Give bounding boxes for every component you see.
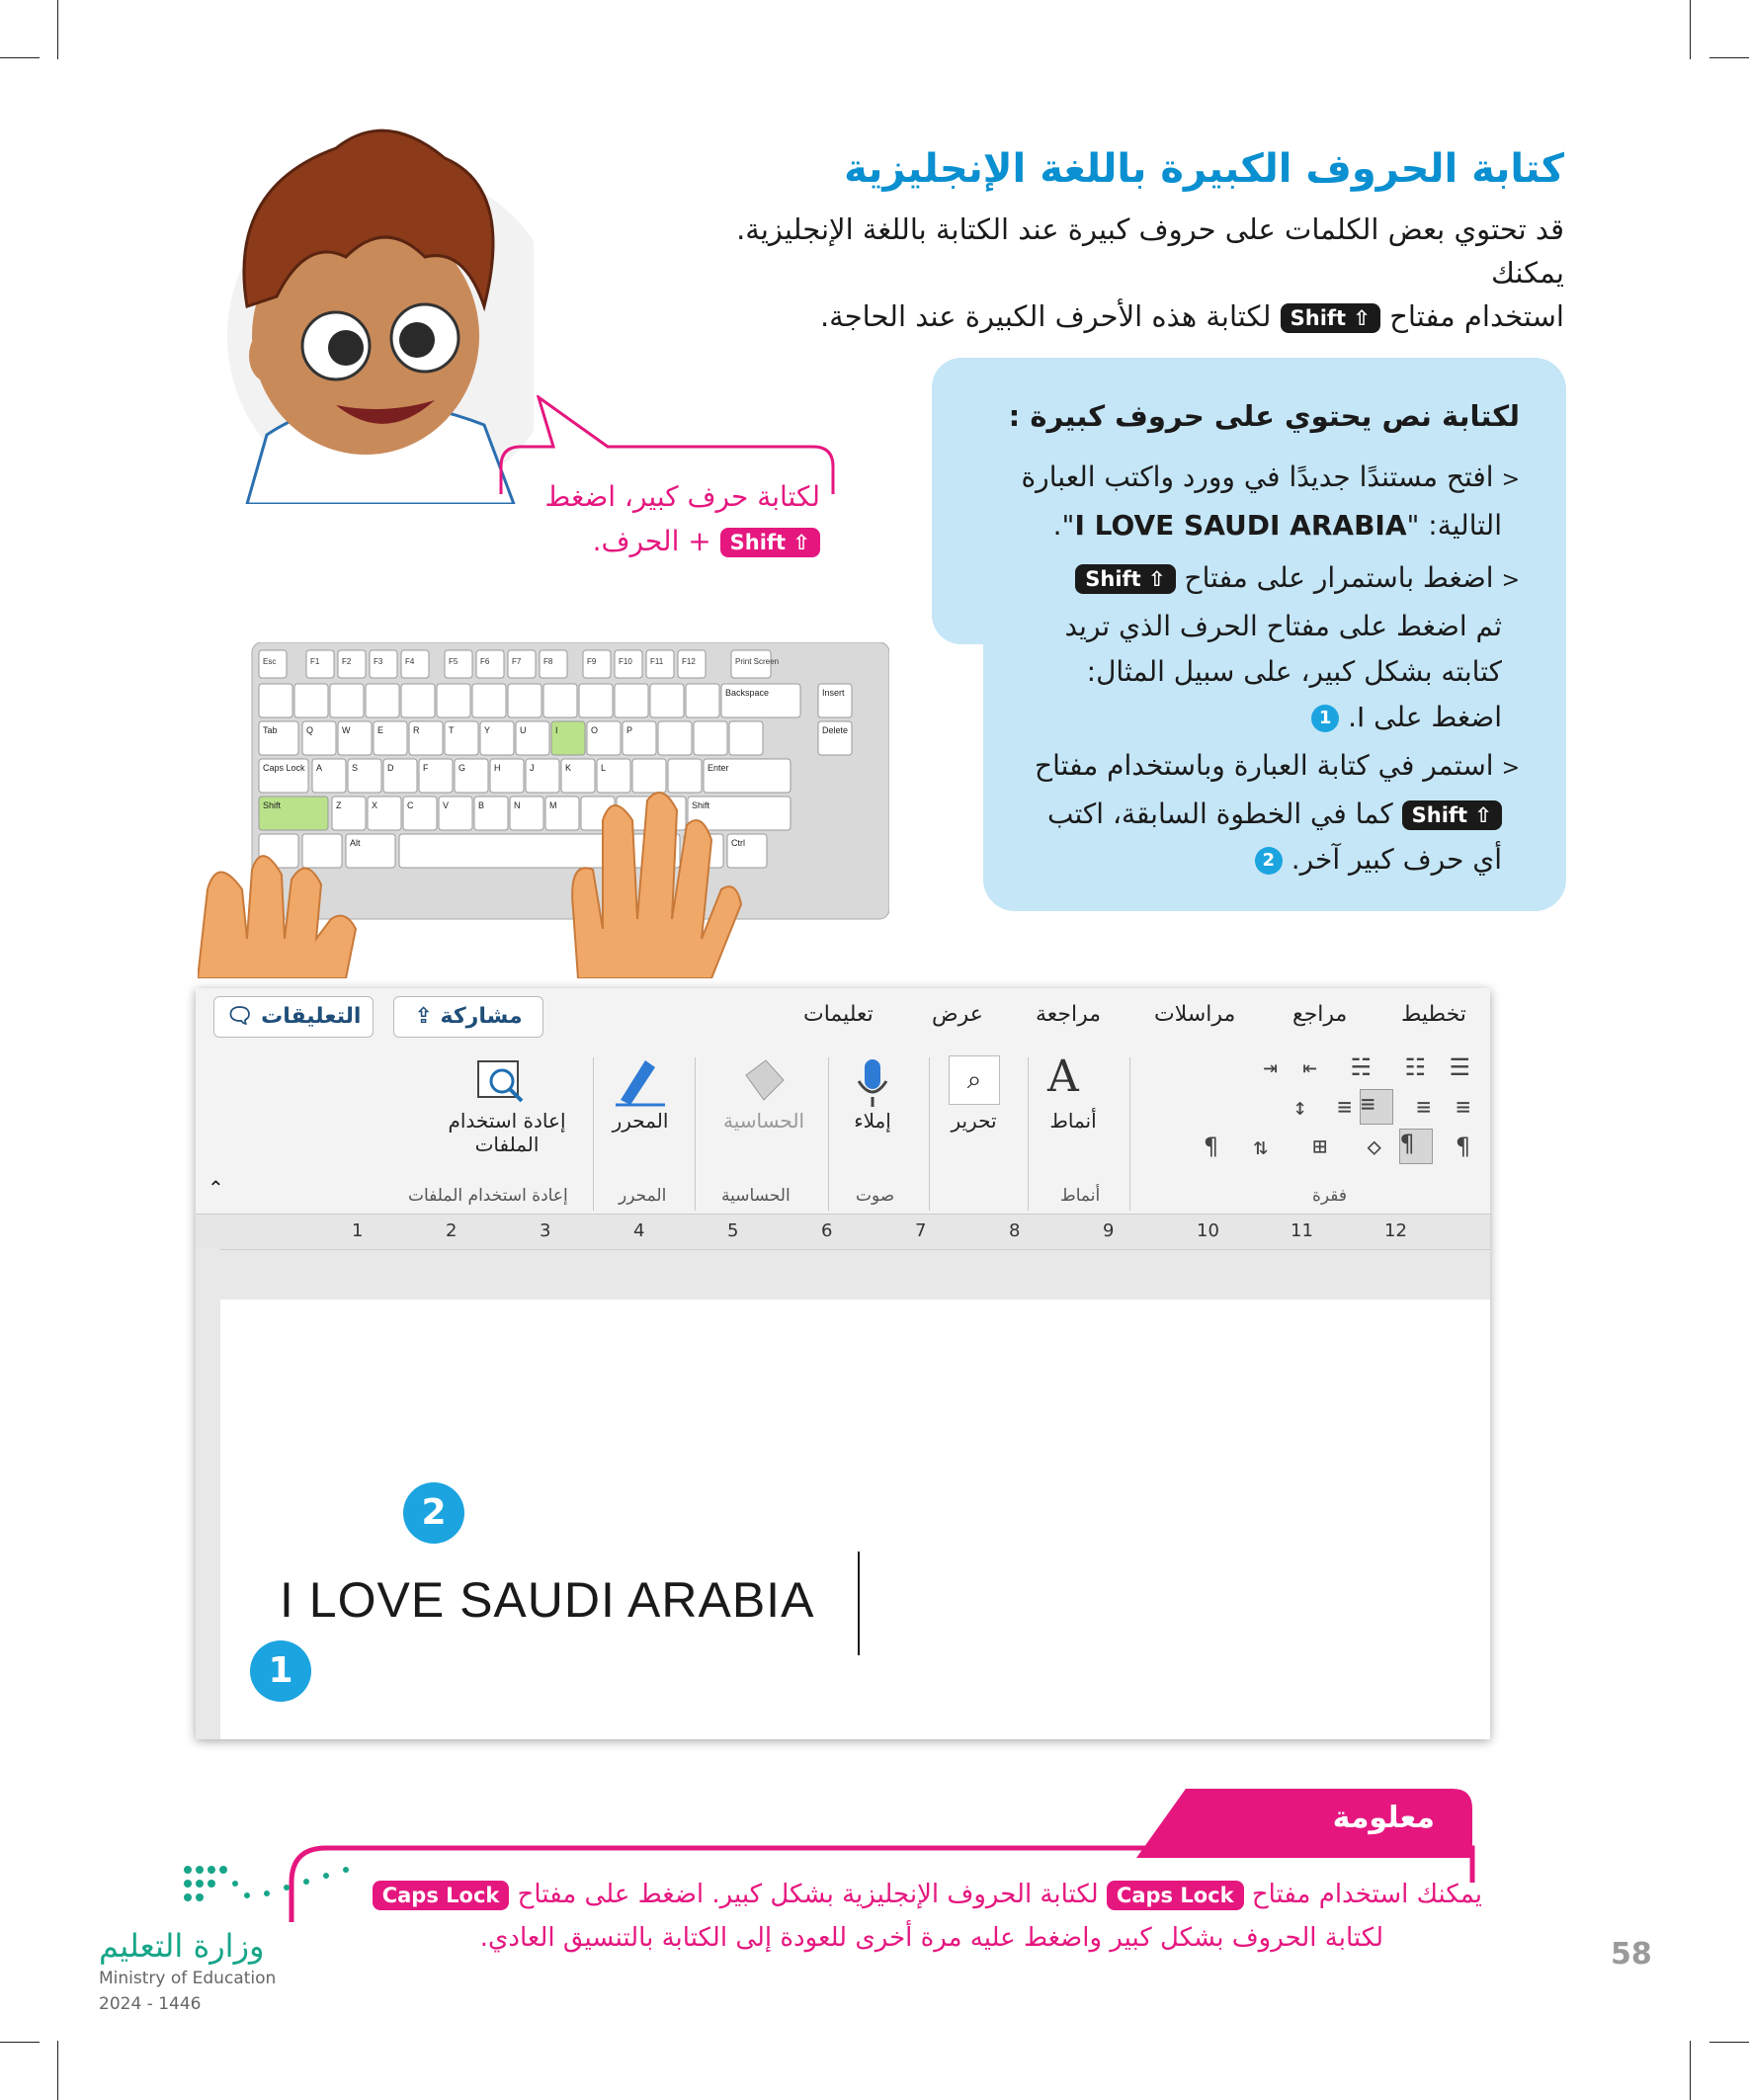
intro-paragraph xyxy=(675,208,1564,338)
key-label: Tab xyxy=(263,725,278,735)
step-text: اضغط باستمرار على مفتاح xyxy=(1184,561,1494,594)
keyboard-illustration xyxy=(198,642,889,978)
text-caret xyxy=(858,1552,860,1655)
key xyxy=(632,759,666,793)
bubble-line xyxy=(514,519,820,563)
crop-mark xyxy=(57,0,58,59)
space-key xyxy=(399,834,626,868)
ministry-name-arabic: وزارة التعليم xyxy=(99,1927,265,1965)
number-key xyxy=(366,684,399,717)
ltr-icon[interactable]: ¶ xyxy=(1399,1129,1433,1164)
ruler-number: 11 xyxy=(1291,1220,1313,1241)
increase-indent-icon[interactable]: ⇥ xyxy=(1263,1053,1278,1081)
ruler-number: 3 xyxy=(540,1220,551,1241)
fn-key-label: F7 xyxy=(512,657,522,666)
fn-key-label: F6 xyxy=(480,657,490,666)
tab-help[interactable]: تعليمات xyxy=(803,1002,874,1027)
number-key xyxy=(330,684,364,717)
info-text-part: يمكنك استخدام مفتاح xyxy=(1251,1880,1482,1909)
document-text: I LOVE SAUDI ARABIA xyxy=(280,1572,815,1628)
styles-button[interactable]: أنماط xyxy=(1049,1109,1097,1133)
number-key xyxy=(437,684,470,717)
shift-key-badge: Shift ⇧ xyxy=(1075,564,1175,594)
key xyxy=(694,721,727,755)
ruler-number: 12 xyxy=(1384,1220,1407,1241)
shift-key-badge: Shift ⇧ xyxy=(1402,800,1502,830)
fn-key-label: F5 xyxy=(449,657,458,666)
borders-icon[interactable]: ⊞ xyxy=(1312,1133,1327,1160)
crop-mark xyxy=(0,57,40,58)
crop-mark xyxy=(1709,2042,1749,2043)
group-label-styles: أنماط xyxy=(1060,1186,1101,1206)
key-label: Caps Lock xyxy=(263,763,305,773)
group-label-paragraph: فقرة xyxy=(1312,1186,1348,1206)
word-window xyxy=(196,988,1490,1739)
key-label: O xyxy=(591,725,599,735)
divider xyxy=(593,1057,594,1211)
key-label: Backspace xyxy=(725,688,770,698)
keyboard-rows xyxy=(259,684,852,868)
win-key xyxy=(302,834,342,868)
ruler-number: 10 xyxy=(1197,1220,1219,1241)
key-label: Shift xyxy=(263,800,282,810)
share-icon: ⇪ xyxy=(414,1004,433,1029)
key-label: W xyxy=(342,725,351,735)
word-ribbon xyxy=(196,1048,1490,1211)
key-label: K xyxy=(565,763,572,773)
key-label: S xyxy=(352,763,359,773)
number-key xyxy=(294,684,328,717)
key-label: Alt xyxy=(350,838,361,848)
shading-icon[interactable]: ◇ xyxy=(1367,1133,1381,1160)
share-button[interactable] xyxy=(393,996,543,1038)
crop-mark xyxy=(1709,57,1749,58)
page-top-margin xyxy=(220,1250,1490,1300)
step-text: اضغط على I. xyxy=(1348,701,1502,733)
bubble-line: لكتابة حرف كبير، اضغط xyxy=(544,480,820,513)
vertical-scrollbar[interactable] xyxy=(196,1248,220,1739)
info-text-part: لكتابة الحروف الإنجليزية بشكل كبير. اضغط على مفتاح xyxy=(517,1880,1099,1909)
step-line xyxy=(966,555,1520,604)
page-number: 58 xyxy=(1611,1937,1652,1972)
ruler xyxy=(196,1214,1490,1250)
rtl-icon[interactable]: ¶ xyxy=(1456,1133,1470,1160)
step-text: افتح مستندًا جديدًا في وورد واكتب العبارة xyxy=(1021,461,1494,493)
info-line: لكتابة الحروف بشكل كبير واضغط عليه مرة أخرى للعودة إلى الكتابة بالتنسيق العادي. xyxy=(479,1923,1383,1953)
fn-key-label: F9 xyxy=(587,657,597,666)
number-key xyxy=(472,684,506,717)
fn-key-label: F10 xyxy=(619,657,632,666)
share-label: مشاركة xyxy=(440,1004,523,1029)
tab-mailings[interactable]: مراسلات xyxy=(1154,1002,1236,1027)
fn-key-label: F11 xyxy=(650,657,664,666)
key-label: Z xyxy=(336,800,342,810)
step-line: ثم اضغط على مفتاح الحرف الذي تريد xyxy=(1064,610,1502,642)
divider xyxy=(929,1057,930,1211)
number-key xyxy=(686,684,719,717)
ruler-number: 5 xyxy=(727,1220,739,1241)
bubble-text xyxy=(514,474,820,563)
crop-mark xyxy=(57,2041,58,2100)
multilevel-icon[interactable]: ☵ xyxy=(1350,1053,1372,1081)
step-line xyxy=(966,503,1520,548)
key xyxy=(729,721,763,755)
intro-line: قد تحتوي بعض الكلمات على حروف كبيرة عند الكتابة باللغة الإنجليزية. يمكنك xyxy=(736,212,1564,290)
shift-key-badge: Shift ⇧ xyxy=(720,528,820,557)
step-line xyxy=(966,695,1520,740)
number-key xyxy=(543,684,577,717)
fn-key-label: F1 xyxy=(310,657,320,666)
step-3 xyxy=(966,743,1520,882)
key-label: G xyxy=(458,763,466,773)
bullets-icon[interactable]: ☰ xyxy=(1449,1053,1470,1081)
divider xyxy=(1129,1057,1130,1211)
tab-view[interactable]: عرض xyxy=(932,1002,983,1027)
comments-label: التعليقات xyxy=(261,1004,362,1029)
fn-key-label: F3 xyxy=(374,657,383,666)
step-text: كما في الخطوة السابقة، اكتب xyxy=(1046,798,1393,830)
editing-search-icon[interactable]: ⌕ xyxy=(949,1055,1000,1105)
number-key xyxy=(615,684,648,717)
caps-lock-key-badge: Caps Lock xyxy=(1107,1881,1244,1910)
step-text: أي حرف كبير آخر. xyxy=(1291,843,1502,876)
reuse-files-label: الملفات xyxy=(474,1133,540,1156)
caps-lock-key-badge: Caps Lock xyxy=(373,1881,510,1910)
group-label-editor: المحرر xyxy=(619,1186,667,1206)
step-pin-2: 2 xyxy=(403,1482,464,1544)
shift-key-badge: Shift ⇧ xyxy=(1281,303,1380,333)
tab-review[interactable]: مراجعة xyxy=(1036,1002,1102,1027)
tab-references[interactable]: مراجع xyxy=(1292,1002,1348,1027)
ministry-name-english: Ministry of Education xyxy=(99,1969,277,1988)
styles-icon[interactable]: A xyxy=(1047,1051,1079,1102)
key-label: Y xyxy=(484,725,491,735)
ruler-number: 8 xyxy=(1009,1220,1021,1241)
key-label: U xyxy=(520,725,527,735)
key-label: Enter xyxy=(708,763,729,773)
key-label: Ctrl xyxy=(731,838,745,848)
bullet-icon: < xyxy=(1501,756,1520,781)
bullet-icon: < xyxy=(1501,568,1520,593)
key-label: H xyxy=(494,763,501,773)
number-key xyxy=(401,684,435,717)
align-right-icon[interactable]: ≡ xyxy=(1456,1093,1470,1121)
paragraph-buttons xyxy=(1144,1050,1480,1173)
dictate-button[interactable]: إملاء xyxy=(854,1109,891,1133)
ruler-number: 2 xyxy=(446,1220,458,1241)
fn-key-label: F4 xyxy=(405,657,415,666)
key-label: F xyxy=(423,763,429,773)
reuse-files-label: إعادة استخدام xyxy=(448,1109,566,1133)
key-label: M xyxy=(549,800,557,810)
step-line: كتابته بشكل كبير، على سبيل المثال: xyxy=(1086,655,1502,688)
key-label: P xyxy=(626,725,633,735)
ruler-number: 6 xyxy=(821,1220,833,1241)
key-label: Insert xyxy=(822,688,845,698)
ministry-year: 2024 - 1446 xyxy=(99,1994,202,2014)
key-label: D xyxy=(387,763,394,773)
tab-layout[interactable]: تخطيط xyxy=(1401,1002,1466,1027)
fn-key-label: F12 xyxy=(682,657,696,666)
step-number-badge: 1 xyxy=(1311,705,1339,732)
step-line xyxy=(966,455,1520,503)
step-text: استمر في كتابة العبارة وباستخدام مفتاح xyxy=(1035,749,1494,782)
info-text xyxy=(306,1873,1482,1960)
align-left-icon[interactable]: ≡ xyxy=(1360,1089,1393,1125)
step-number-badge: 2 xyxy=(1255,847,1283,875)
editing-button[interactable]: تحرير xyxy=(951,1109,997,1133)
key-label: B xyxy=(478,800,485,810)
intro-line xyxy=(675,294,1564,338)
key-label: N xyxy=(514,800,521,810)
key-label: T xyxy=(449,725,455,735)
fn-key-label: F2 xyxy=(342,657,352,666)
justify-icon[interactable]: ≡ xyxy=(1337,1093,1352,1121)
numbering-icon[interactable]: ☷ xyxy=(1404,1053,1426,1081)
editor-button[interactable]: المحرر xyxy=(612,1109,669,1133)
key-label: L xyxy=(601,763,607,773)
crop-mark xyxy=(1690,2041,1691,2100)
ruler-number: 1 xyxy=(352,1220,364,1241)
key-label: R xyxy=(413,725,420,735)
steps-title: لكتابة نص يحتوي على حروف كبيرة : xyxy=(1008,399,1520,433)
number-key xyxy=(508,684,541,717)
word-menu-bar xyxy=(196,988,1490,1048)
editor-icon[interactable] xyxy=(611,1055,670,1110)
line-spacing-icon[interactable]: ↕ xyxy=(1292,1093,1307,1121)
divider xyxy=(828,1057,829,1211)
key-label: A xyxy=(316,763,323,773)
comments-button[interactable] xyxy=(213,996,374,1038)
crop-mark xyxy=(1690,0,1691,59)
step-text: ". xyxy=(1052,509,1075,542)
collapse-ribbon-icon[interactable]: ⌃ xyxy=(208,1176,224,1200)
key xyxy=(658,721,692,755)
microphone-icon[interactable] xyxy=(853,1055,892,1110)
page-title: كتابة الحروف الكبيرة باللغة الإنجليزية xyxy=(844,146,1564,192)
reuse-files-icon[interactable] xyxy=(472,1057,532,1107)
step-pin-1: 1 xyxy=(250,1640,311,1702)
number-key xyxy=(259,684,292,717)
sensitivity-button[interactable]: الحساسية xyxy=(722,1109,804,1133)
comment-icon: 🗨 xyxy=(225,1004,254,1029)
divider xyxy=(695,1057,696,1211)
key-label: Shift xyxy=(692,800,710,810)
group-label-reuse: إعادة استخدام الملفات xyxy=(408,1186,568,1206)
group-label-voice: صوت xyxy=(856,1186,895,1206)
ministry-logo-dots xyxy=(178,1858,356,1917)
boy-character-illustration xyxy=(188,109,534,504)
key-label: C xyxy=(407,800,414,810)
group-label-sensitivity: الحساسية xyxy=(721,1186,791,1206)
reuse-files-button[interactable] xyxy=(428,1109,586,1156)
key-label: V xyxy=(443,800,450,810)
align-center-icon[interactable]: ≡ xyxy=(1416,1093,1431,1121)
ruler-number: 9 xyxy=(1103,1220,1115,1241)
key-label: Q xyxy=(306,725,314,735)
phrase-text: I LOVE SAUDI ARABIA xyxy=(1074,509,1407,542)
show-marks-icon[interactable]: ¶ xyxy=(1204,1133,1218,1160)
sort-icon[interactable]: ⇅ xyxy=(1253,1133,1268,1160)
step-line xyxy=(966,837,1520,882)
fn-key-label: F8 xyxy=(543,657,553,666)
step-line xyxy=(966,743,1520,792)
key-label: I xyxy=(555,725,558,735)
step-1 xyxy=(966,455,1520,548)
sensitivity-icon[interactable] xyxy=(734,1055,793,1110)
key xyxy=(668,759,702,793)
info-line xyxy=(306,1873,1482,1916)
divider xyxy=(1028,1057,1029,1211)
ruler-number: 7 xyxy=(915,1220,927,1241)
decrease-indent-icon[interactable]: ⇤ xyxy=(1302,1053,1317,1081)
ruler-number: 4 xyxy=(633,1220,645,1241)
crop-mark xyxy=(0,2042,40,2043)
number-key xyxy=(579,684,613,717)
step-2 xyxy=(966,555,1520,740)
info-title: معلومة xyxy=(1332,1801,1435,1835)
step-line xyxy=(966,792,1520,837)
fn-key-label: Print Screen xyxy=(735,657,780,666)
bubble-text-after: + الحرف. xyxy=(592,525,711,557)
intro-text: لكتابة هذه الأحرف الكبيرة عند الحاجة. xyxy=(819,299,1272,333)
key-label: J xyxy=(530,763,535,773)
key-label: E xyxy=(377,725,384,735)
intro-text: استخدام مفتاح xyxy=(1389,299,1564,333)
bullet-icon: < xyxy=(1501,467,1520,492)
number-key xyxy=(650,684,684,717)
step-text: التالية: " xyxy=(1406,509,1502,542)
key-label: Delete xyxy=(822,725,849,735)
key-label: X xyxy=(372,800,378,810)
fn-key-label: Esc xyxy=(263,657,277,666)
